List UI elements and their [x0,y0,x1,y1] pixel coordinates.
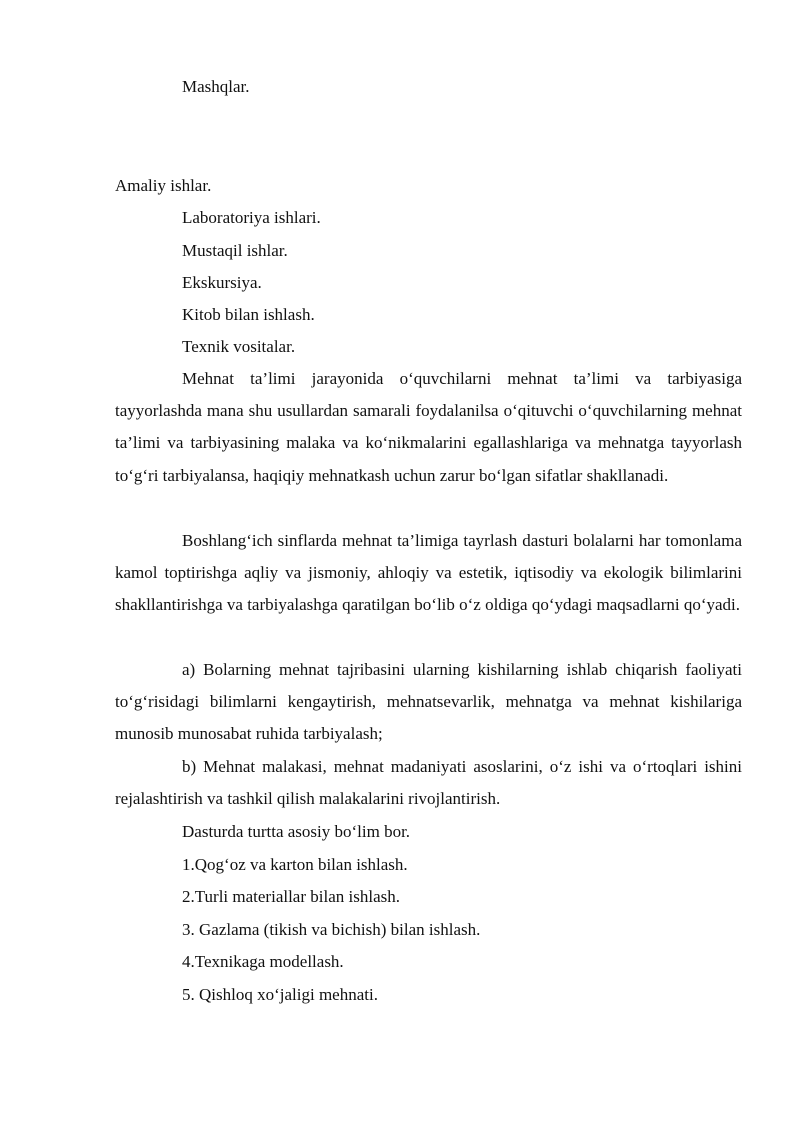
section-item-1: 1.Qog‘oz va karton bilan ishlash. [182,855,408,874]
section-item-2: 2.Turli materiallar bilan ishlash. [182,887,400,906]
section-item-3: 3. Gazlama (tikish va bichish) bilan ishlash. [182,920,481,939]
paragraph-2: Boshlang‘ich sinflarda mehnat ta’limiga tayrlash dasturi bolalarni har tomonlama kamol toptirishga aqliy va jismoniy, ahloqiy va estetik, iqtisodiy va ekologik bilimlarini shakllantirishga va tarbiyalashga qaratilgan bo‘lib o‘z oldiga qo‘ydagi maqsadlarni qo‘yadi. [115,531,742,615]
item-ekskursiya: Ekskursiya. [182,273,262,292]
item-laboratoriya: Laboratoriya ishlari. [182,208,321,227]
item-kitob: Kitob bilan ishlash. [182,305,315,324]
heading-amaliy-ishlar: Amaliy ishlar. [115,176,212,195]
sections-intro: Dasturda turtta asosiy bo‘lim bor. [182,822,411,841]
section-item-4: 4.Texnikaga modellash. [182,952,344,971]
section-item-5: 5. Qishloq xo‘jaligi mehnati. [182,985,378,1004]
paragraph-4: b) Mehnat malakasi, mehnat madaniyati asoslarini, o‘z ishi va o‘rtoqlari ishini rejalashtirish va tashkil qilish malakalarini rivojlantirish. [115,757,742,809]
paragraph-3: a) Bolarning mehnat tajribasini ularning kishilarning ishlab chiqarish faoliyati to‘g‘risidagi bilimlarni kengaytirish, mehnatsevarlik, mehnatga va mehnat kishilariga munosib munosabat ruhida tarbiyalash; [115,660,742,744]
paragraph-1: Mehnat ta’limi jarayonida o‘quvchilarni mehnat ta’limi va tarbiyasiga tayyorlashda mana shu usullardan samarali foydalanilsa o‘qituvchi o‘quvchilarning mehnat ta’limi va tarbiyasining malaka va ko‘nikmalarini egallashlariga va mehnatga tayyorlash to‘g‘ri tarbiyalansa, haqiqiy mehnatkash uchun zarur bo‘lgan sifatlar shakllanadi. [115,369,742,485]
item-mustaqil: Mustaqil ishlar. [182,241,288,260]
item-texnik: Texnik vositalar. [182,337,296,356]
heading-mashqlar: Mashqlar. [182,77,250,96]
